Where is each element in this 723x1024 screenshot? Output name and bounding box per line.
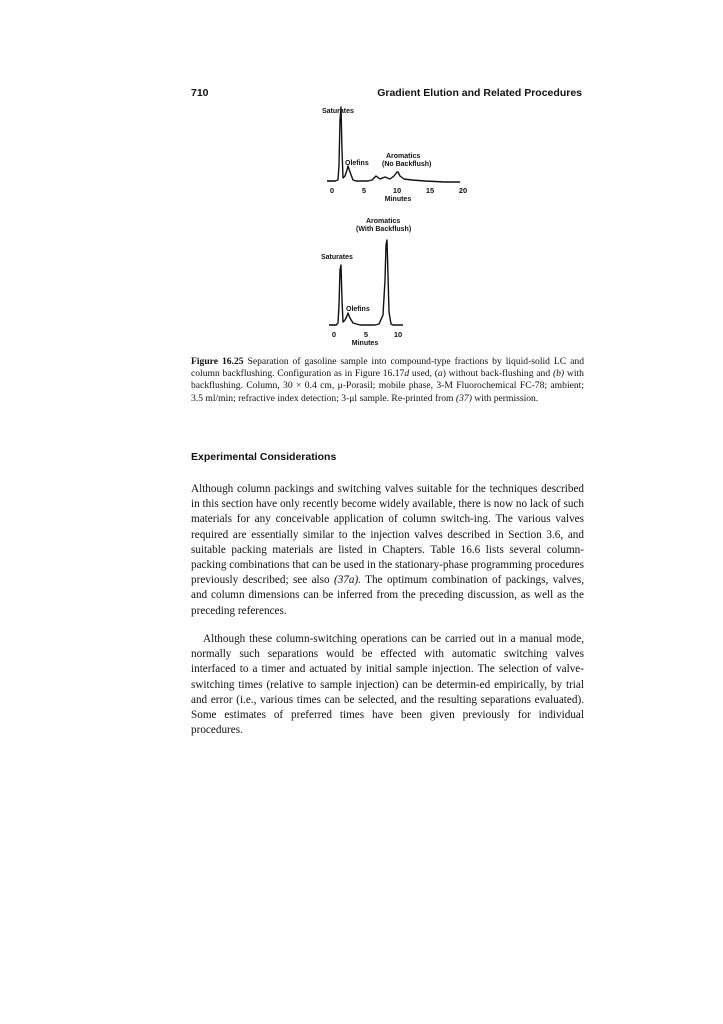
section-heading: Experimental Considerations [191,451,337,463]
bottom-tick-label: 5 [363,330,369,339]
bottom-saturates-label: Saturates [321,254,353,261]
top-saturates-label: Saturates [322,108,354,115]
running-title: Gradient Elution and Related Procedures [377,87,582,99]
bottom-aromatics-label: Aromatics [366,218,401,225]
top-olefins-label: Olefins [345,160,369,167]
top-aromatics-note: (No Backflush) [382,161,432,168]
bottom-olefins-label: Olefins [346,306,370,313]
body-paragraph: Although these column-switching operations can be carried out in a manual mode, normally such separations would be effected with automatic switching valves interfaced to a timer and actuated by initial sample injection. The selection of valve-switching times (relative to sample injection) can be determin-ed empirically, by trial and error (i.e., various times can be selected, and the resulting separations evaluated). Some estimates of preferred times have been given previously for individual procedures. [191,633,584,737]
top-x-axis-title: Minutes [384,196,412,203]
bottom-tick-label: 0 [331,330,337,339]
top-aromatics-label: Aromatics [386,153,421,160]
top-tick-label: 0 [329,186,335,195]
top-tick-label: 10 [392,186,402,195]
top-chromatogram-trace [327,107,460,182]
figure-caption: Figure 16.25 Separation of gasoline sample into compound-type fractions by liquid-solid LC and column backflushing. Configuration as in Figure 16.17d used, (a) without back-flushing and (b) with backflushing. Column, 30 × 0.4 cm, μ-Porasil; mobile phase, 3-M Fluorochemical FC-78; ambient; 3.5 ml/min; refractive index detection; 3-μl sample. Re-printed from (37) with permission. [191,356,584,404]
bottom-tick-label: 10 [393,330,403,339]
top-tick-label: 20 [458,186,468,195]
bottom-aromatics-note: (With Backflush) [356,226,412,233]
figure-label: Figure 16.25 [191,356,244,367]
body-paragraph: Although column packings and switching valves suitable for the techniques described in this section have only recently become widely available, there is now no lack of such materials for any conceivable application of column switch-ing. The various valves required are essentially similar to the injection valves described in Section 3.6, and suitable packing materials are listed in Chapters. Table 16.6 lists several column-packing combinations that can be used in the stationary-phase programming procedures previously described; see also (37a). The optimum combination of packings, valves, and column dimensions can be inferred from the preceding discussion, as well as the preceding references. [191,483,584,617]
bottom-x-axis-title: Minutes [351,340,379,347]
page-number: 710 [191,87,209,99]
top-tick-label: 15 [425,186,435,195]
top-tick-label: 5 [361,186,367,195]
